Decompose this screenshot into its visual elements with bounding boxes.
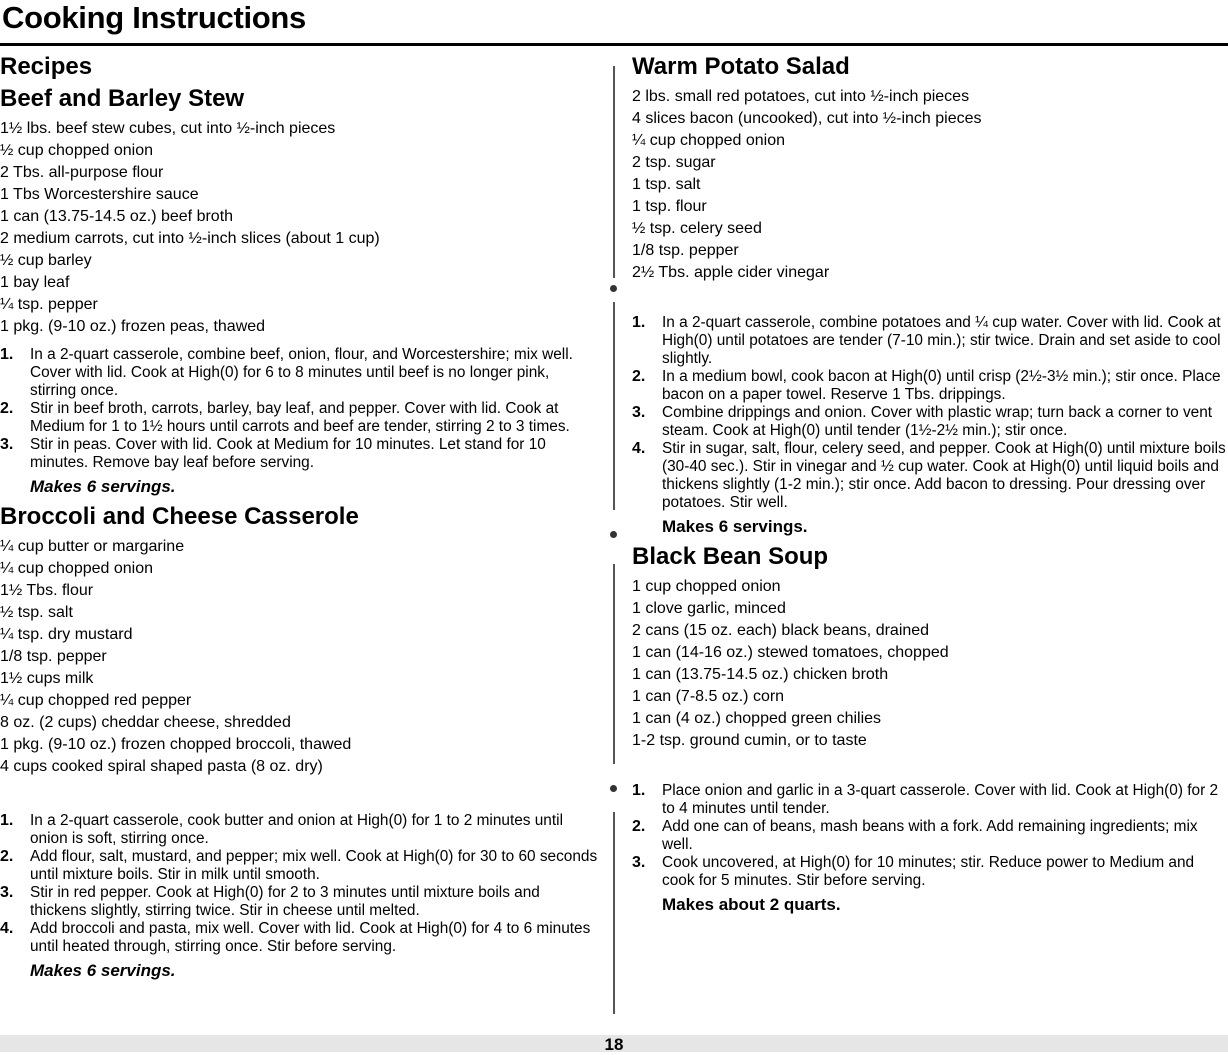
ingredient: 2 cans (15 oz. each) black beans, drained (632, 622, 930, 639)
ingredient: 1 can (4 oz.) chopped green chilies (632, 710, 882, 727)
step-text: In a 2-quart casserole, combine potatoes and ¼ cup water. Cover with lid. Cook at High(0) until potatoes are tender (7-10 min.); stir twice. Drain and set aside to cool slightly. (662, 314, 1221, 367)
step-text: Combine drippings and onion. Cover with plastic wrap; turn back a corner to vent steam. Cook at High(0) until tender (1½-2½ min.); stir once. (662, 404, 1213, 439)
servings-note: Makes 6 servings. (30, 477, 176, 496)
ingredient: ¼ cup chopped onion (632, 132, 786, 149)
ingredient: 2 Tbs. all-purpose flour (0, 164, 164, 181)
step-number: 3. (0, 436, 14, 453)
step-number: 2. (0, 400, 14, 417)
ingredient: 1½ cups milk (0, 670, 94, 687)
step-text: In a 2-quart casserole, combine beef, onion, flour, and Worcestershire; mix well. Cover with lid. Cook at High(0) for 6 to 8 minutes until beef is no longer pink, stirring once. (30, 346, 573, 399)
ingredient: 1-2 tsp. ground cumin, or to taste (632, 732, 867, 749)
step-item (0, 812, 598, 848)
servings-note: Makes 6 servings. (30, 961, 176, 980)
step-item (0, 848, 598, 884)
ingredient: 1½ Tbs. flour (0, 582, 94, 599)
step-number: 1. (632, 782, 646, 799)
ingredient: 1/8 tsp. pepper (632, 242, 739, 259)
step-item (0, 436, 598, 472)
step-number: 3. (0, 884, 14, 901)
recipe-title-warm-potato-salad: Warm Potato Salad (632, 53, 850, 80)
steps-list-potato (632, 314, 1226, 512)
step-text: Stir in beef broth, carrots, barley, bay leaf, and pepper. Cover with lid. Cook at Medium for 1 to 1½ hours until carrots and beef are tender, stirring 2 to 3 times. (30, 400, 570, 435)
ingredient: 1 can (7-8.5 oz.) corn (632, 688, 785, 705)
step-number: 3. (632, 854, 646, 871)
column-divider (613, 812, 615, 1014)
ingredient: 1 can (13.75-14.5 oz.) beef broth (0, 208, 234, 225)
steps-list-bean (632, 782, 1226, 890)
column-divider (613, 302, 615, 510)
step-text: Stir in sugar, salt, flour, celery seed, and pepper. Cook at High(0) until mixture boils (30-40 sec.). Stir in vinegar and ½ cup water. Cook at High(0) until liquid boils and thickens slightly (1-2 min.); stir once. Add bacon to dressing. Pour dressing over potatoes. Stir well. (662, 440, 1226, 511)
page-number: 18 (604, 1035, 624, 1054)
ingredient: 4 cups cooked spiral shaped pasta (8 oz. dry) (0, 758, 323, 775)
ingredient: ½ tsp. celery seed (632, 220, 762, 237)
column-divider (613, 564, 615, 764)
step-number: 1. (0, 346, 14, 363)
step-text: Add one can of beans, mash beans with a fork. Add remaining ingredients; mix well. (662, 818, 1198, 853)
step-item (0, 884, 598, 920)
ingredient: ¼ cup butter or margarine (0, 538, 185, 555)
step-number: 3. (632, 404, 646, 421)
section-title: Recipes (0, 53, 93, 80)
step-text: Stir in peas. Cover with lid. Cook at Medium for 10 minutes. Let stand for 10 minutes. Remove bay leaf before serving. (30, 436, 546, 471)
step-number: 2. (0, 848, 14, 865)
ingredient: ½ cup barley (0, 252, 92, 269)
divider-dot (610, 285, 617, 292)
steps-list-broccoli (0, 812, 598, 956)
ingredient: 2½ Tbs. apple cider vinegar (632, 264, 830, 281)
ingredient: ¼ cup chopped red pepper (0, 692, 192, 709)
ingredient: ½ tsp. salt (0, 604, 73, 621)
page-footer (0, 1035, 1228, 1052)
ingredient: 1 cup chopped onion (632, 578, 781, 595)
step-item (0, 346, 598, 400)
ingredient: 1 bay leaf (0, 274, 70, 291)
step-text: Place onion and garlic in a 3-quart casserole. Cover with lid. Cook at High(0) for 2 to 4 minutes until tender. (662, 782, 1219, 817)
step-item (632, 854, 1226, 890)
step-text: Stir in red pepper. Cook at High(0) for 2 to 3 minutes until mixture boils and thickens slightly, stirring twice. Stir in cheese until melted. (30, 884, 540, 919)
step-number: 2. (632, 818, 646, 835)
step-item (632, 782, 1226, 818)
ingredient: 1 clove garlic, minced (632, 600, 786, 617)
step-item (0, 400, 598, 436)
ingredients-list-broccoli (0, 536, 598, 778)
ingredients-list-potato (632, 86, 1226, 284)
divider-dot (610, 531, 617, 538)
ingredients-list-bean (632, 576, 1226, 752)
step-item (632, 818, 1226, 854)
ingredient: 1 can (13.75-14.5 oz.) chicken broth (632, 666, 889, 683)
ingredients-list-beef (0, 118, 598, 338)
step-text: Add broccoli and pasta, mix well. Cover with lid. Cook at High(0) for 4 to 6 minutes until heated through, stirring once. Stir before serving. (30, 920, 591, 955)
step-item (632, 314, 1226, 368)
right-column (632, 52, 1226, 916)
ingredient: 2 medium carrots, cut into ½-inch slices (about 1 cup) (0, 230, 380, 247)
recipe-title-beef-barley-stew: Beef and Barley Stew (0, 85, 245, 112)
step-item (0, 920, 598, 956)
ingredient: 2 lbs. small red potatoes, cut into ½-inch pieces (632, 88, 970, 105)
step-number: 1. (632, 314, 646, 331)
divider-dot (610, 785, 617, 792)
ingredient: ¼ tsp. pepper (0, 296, 98, 313)
page-header (0, 0, 1228, 46)
step-text: Add flour, salt, mustard, and pepper; mix well. Cook at High(0) for 30 to 60 seconds until mixture boils. Stir in milk until smooth. (30, 848, 598, 883)
step-text: In a 2-quart casserole, cook butter and onion at High(0) for 1 to 2 minutes until onion is soft, stirring once. (30, 812, 563, 847)
ingredient: 1 Tbs Worcestershire sauce (0, 186, 199, 203)
left-column (0, 52, 598, 982)
ingredient: 1 pkg. (9-10 oz.) frozen peas, thawed (0, 318, 266, 335)
step-item (632, 404, 1226, 440)
ingredient: ¼ cup chopped onion (0, 560, 154, 577)
step-number: 4. (632, 440, 646, 457)
step-text: Cook uncovered, at High(0) for 10 minutes; stir. Reduce power to Medium and cook for 5 minutes. Stir before serving. (662, 854, 1195, 889)
ingredient: ¼ tsp. dry mustard (0, 626, 133, 643)
column-divider (613, 66, 615, 278)
step-number: 1. (0, 812, 14, 829)
ingredient: 1 can (14-16 oz.) stewed tomatoes, chopped (632, 644, 949, 661)
ingredient: 1 pkg. (9-10 oz.) frozen chopped broccoli, thawed (0, 736, 352, 753)
page-title: Cooking Instructions (2, 0, 307, 35)
ingredient: 1/8 tsp. pepper (0, 648, 107, 665)
ingredient: 8 oz. (2 cups) cheddar cheese, shredded (0, 714, 291, 731)
recipe-title-black-bean-soup: Black Bean Soup (632, 543, 829, 570)
step-text: In a medium bowl, cook bacon at High(0) until crisp (2½-3½ min.); stir once. Place bacon on a paper towel. Reserve 1 Tbs. drippings. (662, 368, 1221, 403)
ingredient: 1 tsp. flour (632, 198, 707, 215)
step-number: 4. (0, 920, 14, 937)
step-item (632, 440, 1226, 512)
step-number: 2. (632, 368, 646, 385)
servings-note: Makes about 2 quarts. (662, 895, 841, 914)
ingredient: 1 tsp. salt (632, 176, 701, 193)
ingredient: 1½ lbs. beef stew cubes, cut into ½-inch pieces (0, 120, 336, 137)
steps-list-beef (0, 346, 598, 472)
servings-note: Makes 6 servings. (662, 517, 808, 536)
ingredient: 2 tsp. sugar (632, 154, 716, 171)
ingredient: 4 slices bacon (uncooked), cut into ½-inch pieces (632, 110, 982, 127)
recipe-title-broccoli-cheese-casserole: Broccoli and Cheese Casserole (0, 503, 359, 530)
step-item (632, 368, 1226, 404)
ingredient: ½ cup chopped onion (0, 142, 154, 159)
